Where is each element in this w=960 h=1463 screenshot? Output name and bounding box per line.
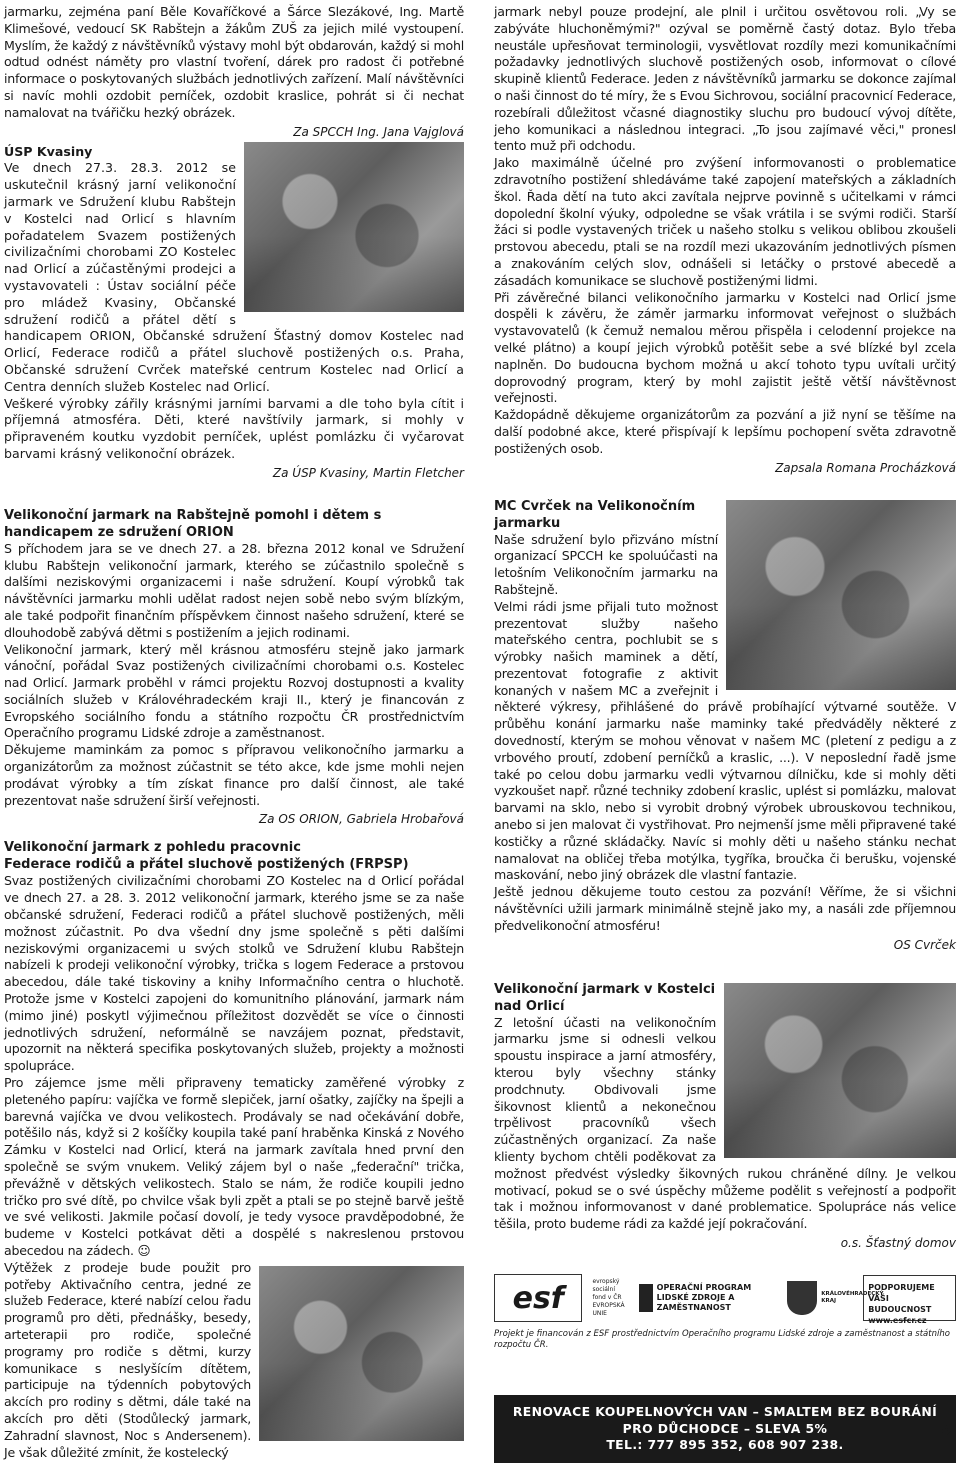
sd-title: Velikonoční jarmark v Kostelci nad Orlicí (494, 981, 716, 1014)
mc-title: MC Cvrček na Velikonočním jarmarku (494, 498, 696, 531)
sd-signature: o.s. Šťastný domov (840, 1236, 956, 1250)
usp-paragraph-1: Ve dnech 27.3. 28.3. 2012 se uskutečnil krásný jarní velikonoční jarmark ve Sdružení klubu Rabštejn v Kostelci nad Orlicí s hlavním pořadatelem Svazem postižených civilizačními chorobami ZO Kostelec nad Orlicí a zúčastěnými prodejci a vystavovateli : Ústav sociální péče pro mládež Kvasiny, Občanské sdružení rodičů a přátel dětí s handicapem ORION, Občanské sdružení Šťastný domov Kostelec nad Orlicí, Federace rodičů a přátel sluchově postižených o.s. Praha, Občanské sdružení Cvrček mateřské centrum Kostelec nad Orlicí a Centra denních služeb Kostelec nad Orlicí. (4, 160, 464, 394)
mc-signature: OS Cvrček (893, 937, 956, 952)
right-column (494, 4, 956, 1463)
frpsp-subtitle: Federace rodičů a přátel sluchově postižených (FRPSP) (4, 857, 409, 873)
photo-stastny-domov-stand (724, 983, 956, 1158)
op-square-icon (639, 1284, 652, 1312)
orion-signature: Za OS ORION, Gabriela Hrobařová (258, 812, 464, 827)
op-logo: OPERAČNÍ PROGRAM LIDSKÉ ZDROJE A ZAMĚSTNANOST (639, 1275, 777, 1321)
mc-paragraph-2: Velmi rádi jsme přijali tuto možnost prezentovat služby našeho mateřského centra, pochlubit se s výrobky našich maminek a dětí, prezentovat fotografie z aktivit konaných v našem MC a zveřejnit i některé výkresy, přihlášené do právě probíhající výtvarné soutěže. V průběhu konání jarmarku naše maminky také předváděly některé z dovedností, kterým se mohou věnovat v našem MC (pletení z pedigu a z vrbového proutí, zdobení perníčků a kraslic, ...). V neposlední řadě jsme také po celou dobu jarmarku vedli výtvarnou dílničku, kde si mohly děti vyzkoušet např. různé techniky zdobení kraslic, uplést si pomlázku, malovat barvami na sklo, nebo si vyrobit drobný výrobek ubrouskovou technikou, anebo si jen malovat či vystřihovat. Pro nejmenší jsme měli připravené také kostičky a různé skládačky. Navíc si mohly děti u našeho stánku nechat namalovat na obličej třeba motýlka, tygříka, broučka či berušku, vojenské maskování, nebo jiný obrázek dle vlastní fantazie. (494, 598, 956, 883)
frpsp-paragraph-3: Výtěžek z prodeje bude použit pro potřeby Aktivačního centra, jedné ze služeb Federace, které nabízí celou řadu programů pro děti, přednášky, besedy, arteterapii pro rodiče, společné programy pro rodiče s dětmi, kurzy komunikace s neslyšícím dítětem, participuje na týdenních pobytových akcích pro rodiny s dětmi, dále také na akcích pro děti (Stodůlecký jarmark, Zahradní slavnost, Noc s Andersenem). Je však důležité zmínit, že kostelecký (4, 1259, 251, 1460)
page-number: 9 (940, 1420, 952, 1439)
orion-paragraph-1: S příchodem jara se ve dnech 27. a 28. března 2012 konal ve Sdružení klubu Rabštejn velikonoční jarmark, kterého se zúčastnilo společně s dalšími neziskovými organizacemi i naše sdružení. Koupí výrobků tak návštěvníci jarmarku mohli udělat radost nejen sobě nebo svým blízkým, ale také podpořit finančním příspěvkem činnost našeho sdružení, které se dlouhodobě zabývá dětmi s postižením a jejich rodinami. (4, 540, 464, 640)
logo-strip (494, 1273, 956, 1323)
ad-line-2: PRO DŮCHODCE – SLEVA 5% (622, 1420, 828, 1436)
mc-paragraph-3: Ještě jednou děkujeme touto cestou za pozvání! Věříme, že si všichni návštěvníci užili jarmark minimálně stejně jako my, a nasáli zde příjemnou předvelikonoční atmosféru! (494, 884, 956, 933)
usp-title: ÚSP Kvasiny (4, 143, 93, 159)
photo-mc-workshop (726, 500, 956, 690)
ad-line-3: TEL.: 777 895 352, 608 907 238. (606, 1437, 844, 1452)
frpsp-paragraph-2: Pro zájemce jsme měli připraveny tematicky zaměřené výrobky z pleteného papíru: vajíčka ve formě slepiček, jarní ošatky, zajíčky na špejli a barevná vajíčka ve dvou velikostech. Prodávaly se nad očekávání dobře, potěšilo nás, když si 2 košíčky koupila také paní hraběnka Kinská z Nového Zámku v Kostelci nad Orlicí, která na jarmark zavítala hned první den společně se svým vnukem. Veliký zájem byl o naše „federační" trička, převážně v dětských velikostech. Stalo se nám, že rodiče koupili jedno tričko pro své dítě, po chvilce však byli zpět a ptali se po stejně barvě ještě ve své velikosti. Jakmile počasí dovolí, je tedy vysoce pravděpodobné, že budeme v Kostelci potkávat děti a dospělé s nakreslenou prstovou abecedou na zádech. ☺ (4, 1075, 464, 1258)
esf-caption: evropský sociální fond v ČR EVROPSKÁ UNIE (592, 1278, 625, 1317)
kraj-logo: KRÁLOVÉHRADECKÝ KRAJ (787, 1275, 853, 1321)
continuation-paragraph-3: Při závěrečné bilanci velikonočního jarmarku v Kostelci nad Orlicí jsme dospěli k závěru, že záměr jarmarku informovat veřejnost o službách vystavovatelů (k čemuž nemalou měrou přispěla i celodenní projekce na velké plátno) a koupí jejich výrobků potěšit sebe a své blízké byl zcela naplněn. Do budoucna bychom možná u akcí tohoto typu uvítali určitý doprovodný program, který by mohl zajistit ještě větší návštěvnost veřejnosti. (494, 289, 956, 406)
usp-signature: Za ÚSP Kvasiny, Martin Fletcher (272, 465, 464, 480)
continuation-signature: Zapsala Romana Procházková (775, 460, 956, 475)
future-logo: PODPORUJEME VAŠI BUDOUCNOST www.esfcr.cz (863, 1275, 956, 1321)
mc-paragraph-1: Naše sdružení bylo přizváno místní organizací SPCCH ke spoluúčasti na letošním Velikonočním jarmarku na Rabštejně. (494, 531, 718, 597)
photo-jarmark-opening (244, 142, 464, 312)
esf-logo: esf (494, 1274, 582, 1322)
frpsp-paragraph-1: Svaz postižených civilizačními chorobami ZO Kostelec na d Orlicí pořádal ve dnech 27. a 28. 3. 2012 velikonoční jarmark, kterého jsme se za naše občanské sdružení, Federaci rodičů a přátel sluchově postižených, měli možnost zúčastnit. Po dva všední dny jsme společně s pěti dalšími neziskovými organizacemi u svých stolků ve Sdružení klubu Rabštejn nabízeli k prodeji velikonoční výrobky, trička s logem Federace a prstovou abecedou, dále také tiskoviny a knihy Informačního centra o hluchotě. Protože jsme v Kostelci zapojeni do komunitního plánování, jarmark nám (mimo jiné) poskytl výjimečnou příležitost dozvědět se více o činnosti jednotlivých sdružení, neformálně se navzájem poznat, představit, upozornit na některá specifika poskytovaných služeb, projekty a možnosti spolupráce. (4, 873, 464, 1074)
photo-tshirts-stand (259, 1266, 464, 1441)
frpsp-title: Velikonoční jarmark z pohledu pracovnic (4, 840, 301, 856)
continuation-paragraph-1: jarmark nebyl pouze prodejní, ale plnil i určitou osvětovou roli. „Vy se zabýváte hluchoněmými?" ozýval se poměrně častý dotaz. Bylo třeba neustále upřesňovat terminologii, vysvětlovat rozdíly mezi komunikačními požadavky jednotlivých sluchově postižených osob, informovat o cílové skupině klientů Federace. Jeden z návštěvníků jarmarku se dokonce zajímal o naši činnost do té míry, že s Evou Sichrovou, sociální pracovnicí Federace, rozebírali důležitost včasné diagnostiky sluchu pro budoucí vývoj dítěte, jeho komunikaci a následnou integraci. „To jsou zajímavé věci," pronesl tento muž při odchodu. (494, 4, 956, 154)
ad-line-1: RENOVACE KOUPELNOVÝCH VAN – SMALTEM BEZ BOURÁNÍ (512, 1404, 938, 1419)
continuation-paragraph-4: Každopádně děkujeme organizátorům za pozvání a již nyní se těšíme na další podobné akce, které přispívají k lepšímu pochopení světa zdravotně postižených osob. (494, 407, 956, 456)
intro-signature: Za SPCCH Ing. Jana Vajglová (293, 124, 464, 139)
kraj-shield-icon (787, 1281, 817, 1315)
orion-paragraph-3: Děkujeme maminkám za pomoc s přípravou velikonočního jarmarku a organizátorům za možnost zúčastnit se této akce, kde jsme mohli nejen prodávat výrobky a tím získat finance pro další činnost, ale také prezentovat naše sdružení širší veřejnosti. (4, 742, 464, 808)
sd-paragraph-1: Z letošní účasti na velikonočním jarmarku jsme si odnesli velkou spoustu inspirace a jarní atmosféry, kterou byly všechny stánky prodchnuty. Obdivovali jsme šikovnost klientů a nekonečnou trpělivost pracovníků všech zúčastněných organizací. Za naše klienty bychom chtěli poděkovat za možnost předvést výsledky šikovných rukou chráněné dílny. Je velkou motivací, pokud se o své úspěchy můžeme podělit s veřejností a podpořit tak i možnou informovanost v dané problematice. Spolupráce nás velice těšila, proto budeme rádi za každé její pokračování. (494, 1014, 956, 1232)
orion-title: Velikonoční jarmark na Rabštejně pomohl i dětem s handicapem ze sdružení ORION (4, 507, 382, 540)
left-column (4, 4, 464, 1461)
funding-footnote: Projekt je financován z ESF prostřednictvím Operačního programu Lidské zdroje a zaměstnanost a státního rozpočtu ČR. (494, 1329, 950, 1350)
orion-paragraph-2: Velikonoční jarmark, který měl krásnou atmosféru stejně jako jarmark vánoční, pořádal Svaz postižených civilizačními chorobami o.s. Kostelec nad Orlicí. Jarmark proběhl v rámci projektu Rozvoj dostupnosti a kvality sociálních služeb v Královéhradeckém kraji II., který je financován z Evropského sociálního fondu a státního rozpočtu ČR prostřednictvím Operačního programu Lidské zdroje a zaměstnanost. (4, 641, 464, 741)
continuation-paragraph-2: Jako maximálně účelné pro zvýšení informovanosti o problematice zdravotního postižení shledáváme také zapojení mateřských a základních škol. Řada dětí na tuto akci zavítala nejprve povinně s učitelkami v rámci dopolední školní výuky, odpoledne se však vrátila i se svými rodiči. Starší žáci si podle vystavených triček u našeho stolku s velikou oblibou zkoušeli prstovou abecedu, ptali se na rozdíl mezi ukazováním jednotlivých písmen a znakováním celých slov, odnášeli si letáčky o prstové abecedě a zásadách komunikace se sluchově postiženými lidmi. (494, 155, 956, 288)
advertisement-box (494, 1395, 956, 1463)
intro-paragraph: jarmarku, zejména paní Běle Kovaříčkové a Šárce Slezákové, Ing. Martě Klimešové, vedoucí SK Rabštejn a žákům ZUŠ za jejich milé vystoupení. Myslím, že každý z návštěvníků výstavy mohl být obdarován, každý si mohl odtud odnést náměty pro vlastní tvoření, dárek pro radost či potřebné informace o poskytovaných službách jednotlivých zařízení. Malí návštěvníci si navíc mohli ozdobit perníček, ozdobit kraslice, pohrát si či nechat namalovat na tvářičku hezký obrázek. (4, 4, 464, 120)
usp-paragraph-2: Veškeré výrobky zářily krásnými jarními barvami a dle toho byla cítit i příjemná atmosféra. Děti, které navštívily jarmark, si mohly v připraveném koutku vyzdobit perníček, uplést pomlázku či vyčarovat barvami krásný velikonoční obrázek. (4, 395, 464, 461)
